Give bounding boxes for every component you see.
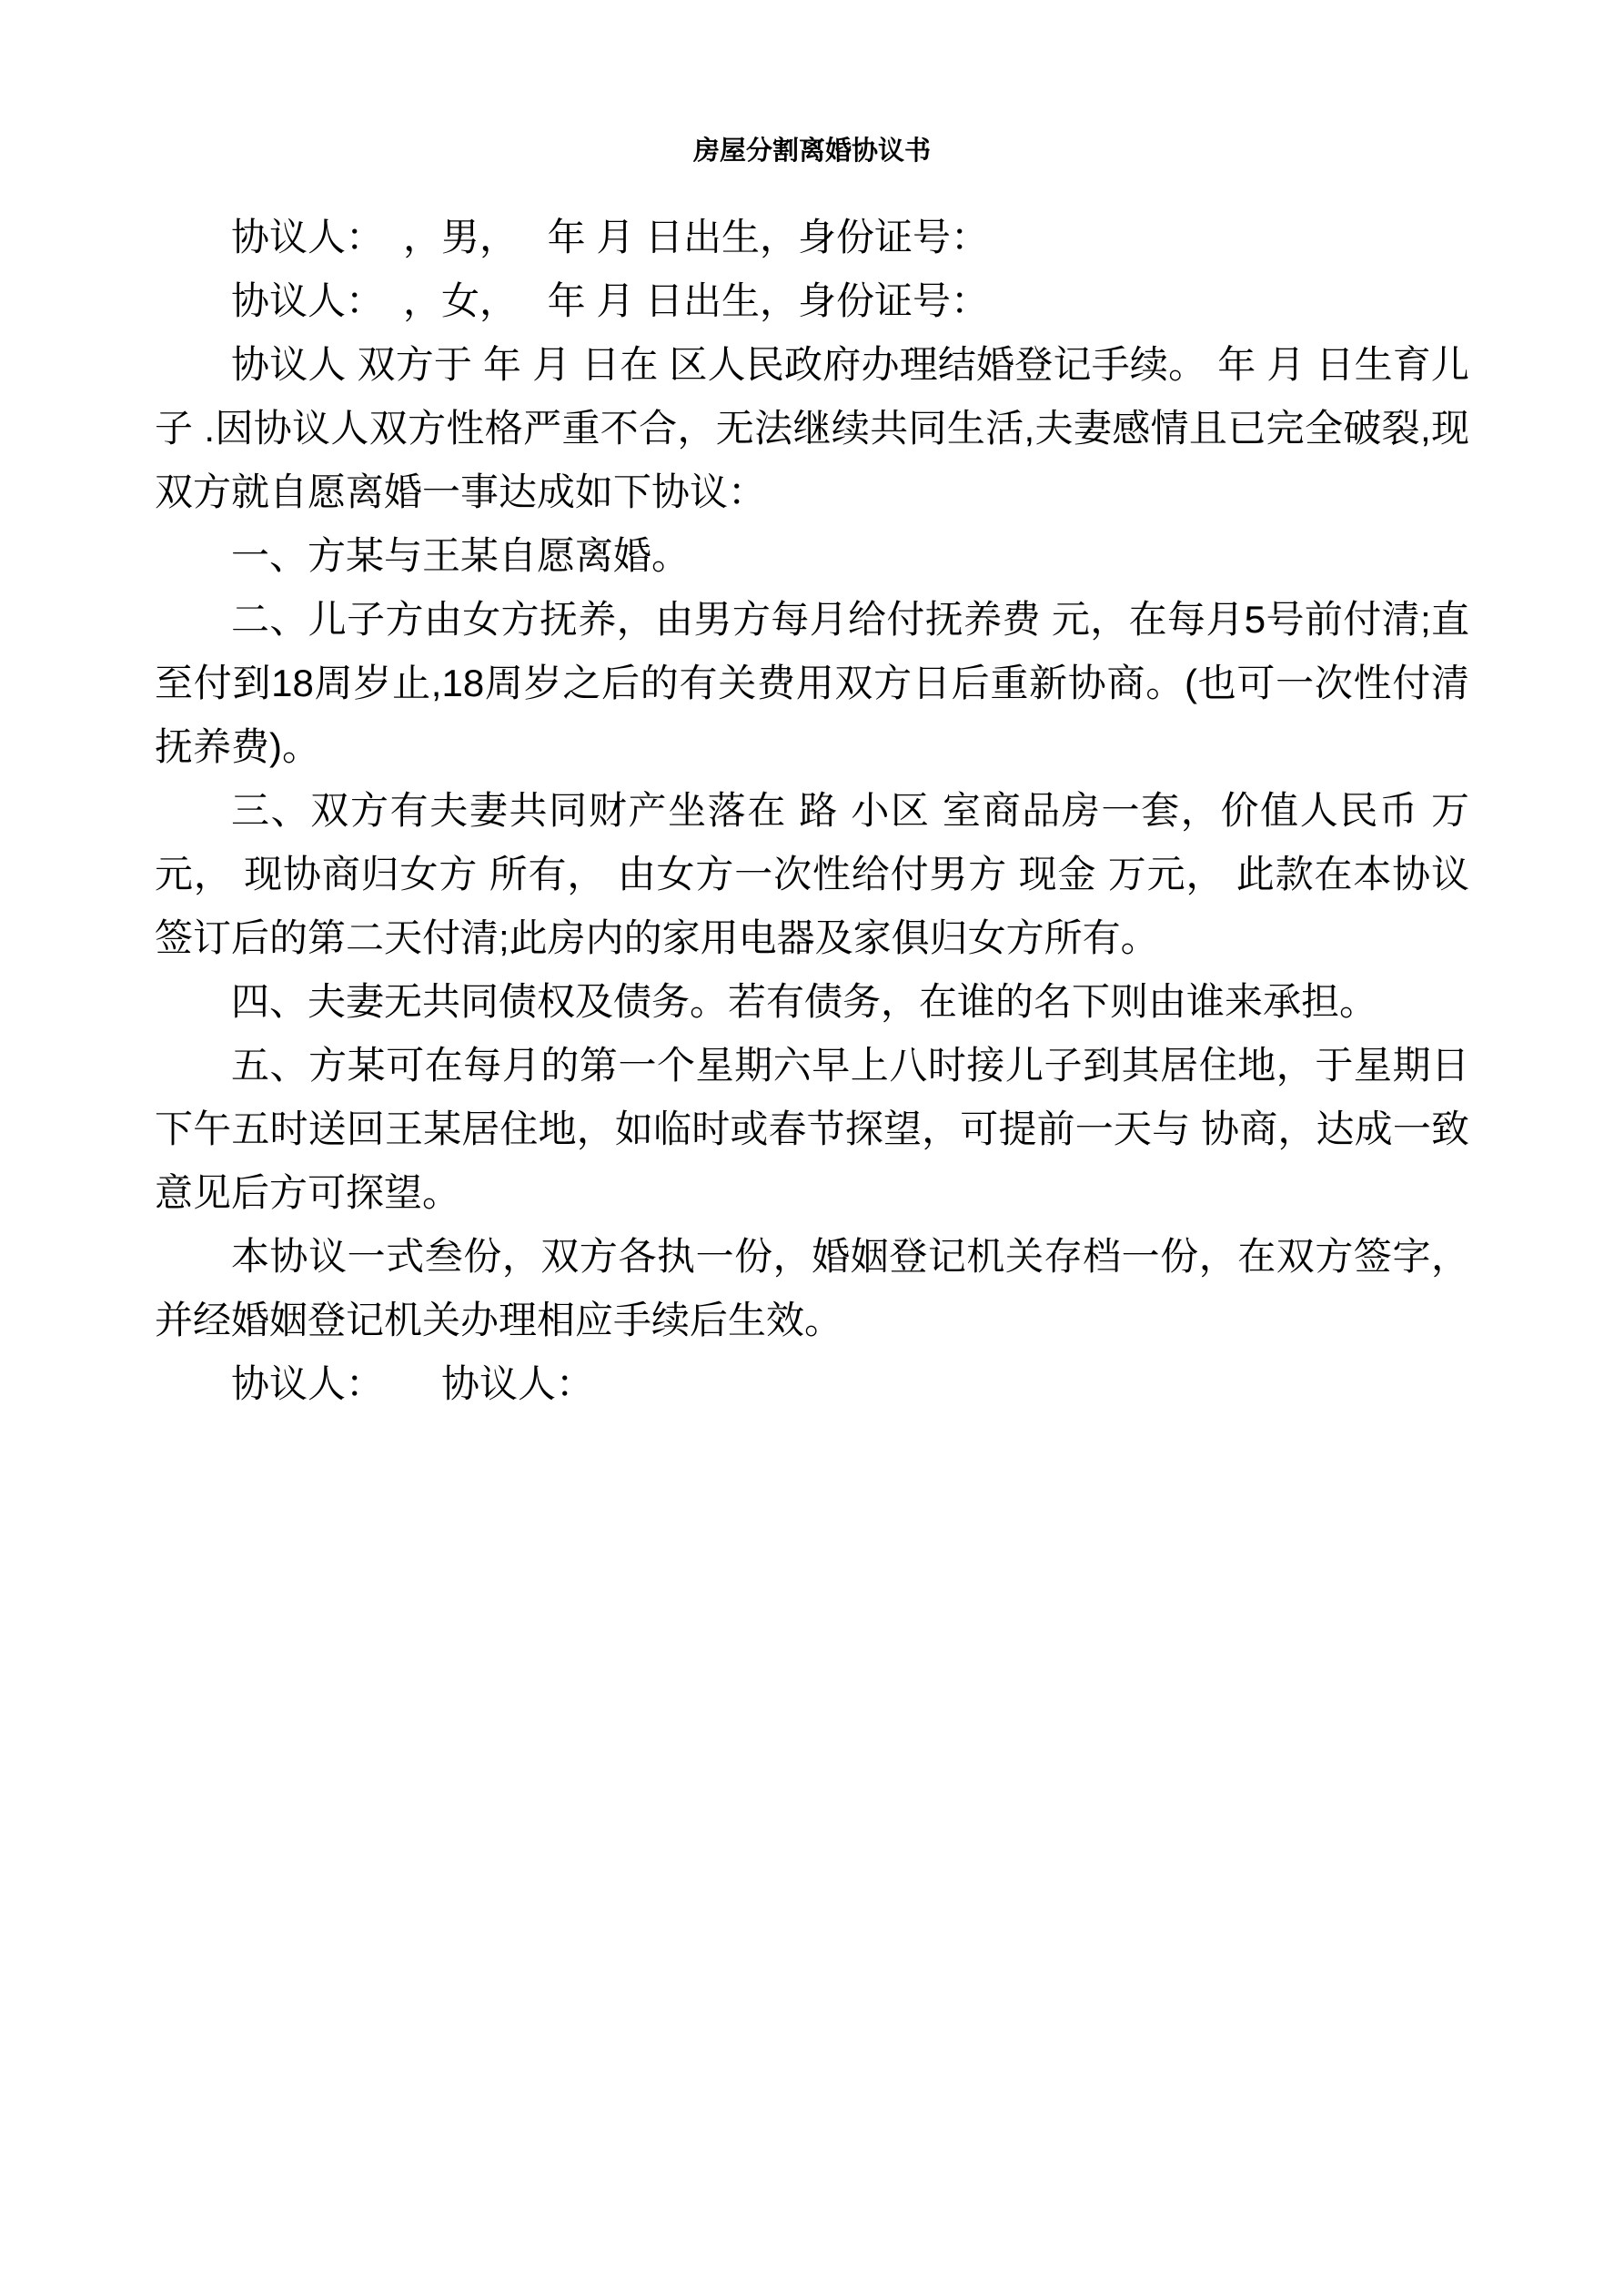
paragraph-signature-line: 协议人： 协议人： [231,1361,595,1405]
paragraph-clause-4: 四、夫妻无共同债权及债务。若有债务，在谁的名下则由谁来承担。 [231,979,1378,1023]
paragraph-clause-5: 五、方某可在每月的第一个星期六早上八时接儿子到其居住地，于星期日下午五时送回王某居住地，如临时或春节探望，可提前一天与 协商，达成一致意见后方可探望。 [155,1043,1469,1214]
paragraph-clause-3: 三、双方有夫妻共同财产坐落在 路 小区 室商品房一套，价值人民币 万元， 现协商归女方 所有， 由女方一次性给付男方 现金 万元， 此款在本协议签订后的第二天付清;此房内的家用电器及家俱归女方所有。 [155,788,1469,959]
paragraph-preamble: 协议人 双方于 年 月 日在 区人民政府办理结婚登记手续。 年 月 日生育儿子 .因协议人双方性格严重不合，无法继续共同生活,夫妻感情且已完全破裂,现双方就自愿离婚一事达成如下协议： [155,342,1469,513]
paragraph-clause-2: 二、儿子方由女方抚养，由男方每月给付抚养费 元，在每月5号前付清;直至付到18周岁止,18周岁之后的有关费用双方日后重新协商。(也可一次性付清抚养费)。 [155,597,1469,768]
document-title: 房屋分割离婚协议书 [692,137,931,166]
paragraph-party-male: 协议人： ，男， 年 月 日出生，身份证号： [231,215,990,258]
paragraph-clause-1: 一、方某与王某自愿离婚。 [231,533,691,577]
paragraph-effectiveness: 本协议一式叁份，双方各执一份，婚姻登记机关存档一份，在双方签字，并经婚姻登记机关办理相应手续后生效。 [155,1234,1469,1341]
paragraph-party-female: 协议人： ，女， 年 月 日出生，身份证号： [231,278,990,322]
